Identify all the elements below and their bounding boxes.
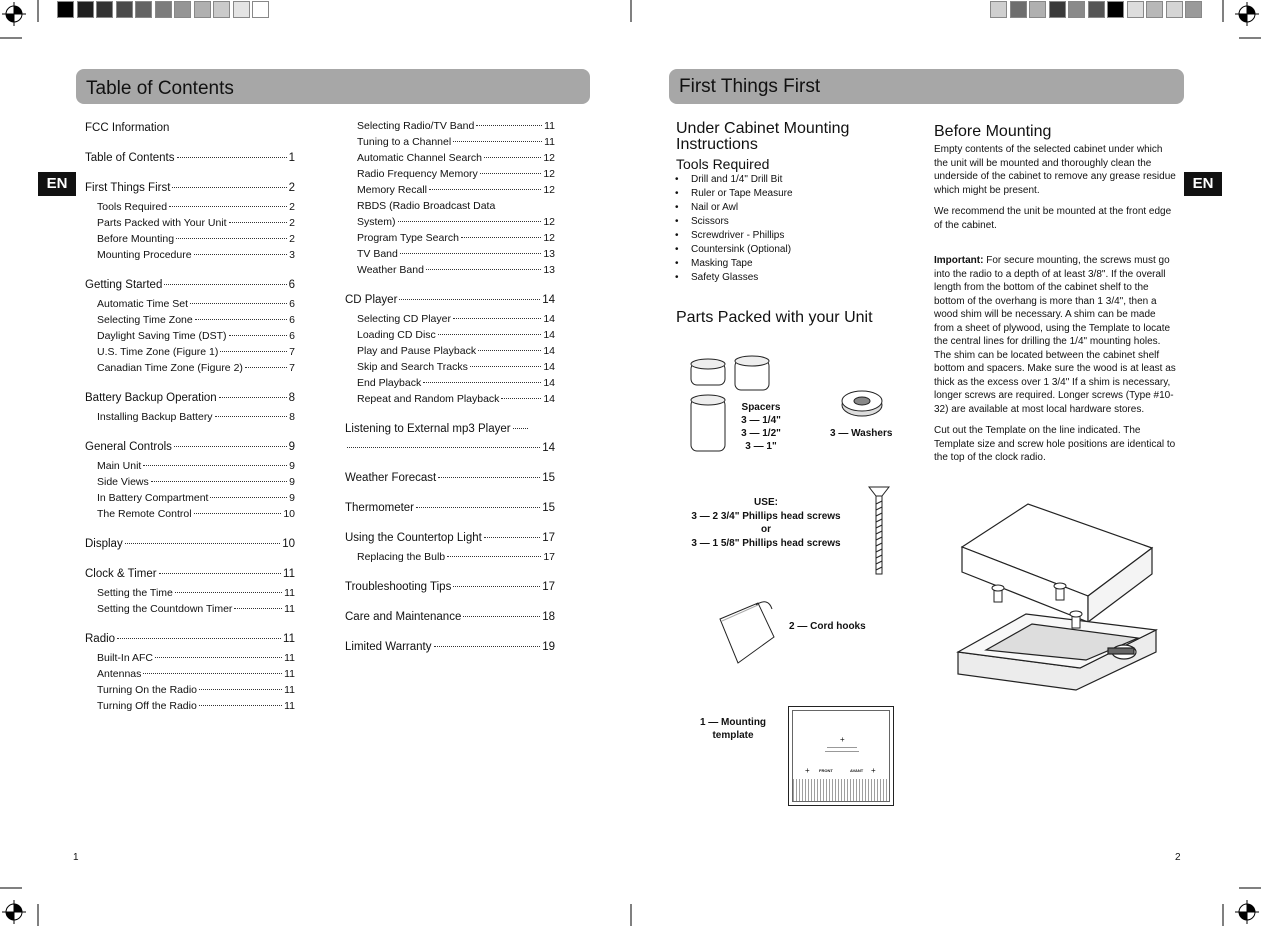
toc-entry[interactable] bbox=[97, 298, 295, 310]
toc-entry-page: 14 bbox=[542, 294, 555, 306]
toc-entry-title: Selecting Time Zone bbox=[97, 314, 193, 326]
tool-item: • Countersink (Optional) bbox=[675, 243, 875, 257]
cut-template-text: Cut out the Template on the line indicated. The Template size and screw hole positions are identical to the top of the clock radio. bbox=[934, 425, 1176, 463]
toc-entry-title: Display bbox=[85, 538, 123, 550]
toc-leader bbox=[429, 189, 541, 190]
toc-leader bbox=[347, 447, 540, 448]
toc-entry-title: Weather Band bbox=[357, 264, 424, 276]
template-label bbox=[693, 716, 773, 742]
toc-entry-title: Parts Packed with Your Unit bbox=[97, 217, 227, 229]
toc-entry-page: 12 bbox=[543, 184, 555, 196]
tool-item: • Safety Glasses bbox=[675, 271, 875, 285]
toc-leader bbox=[117, 638, 281, 639]
toc-entry[interactable] bbox=[357, 329, 555, 341]
toc-entry-title: U.S. Time Zone (Figure 1) bbox=[97, 346, 219, 358]
toc-entry-page: 11 bbox=[284, 587, 295, 599]
toc-entry[interactable] bbox=[85, 182, 295, 194]
toc-leader bbox=[219, 397, 287, 398]
screws-label-short: 3 — 1 5/8" Phillips head screws bbox=[691, 537, 841, 549]
toc-entry[interactable] bbox=[357, 136, 555, 148]
toc-leader bbox=[125, 543, 280, 544]
toc-column-2 bbox=[345, 0, 555, 926]
toc-entry-page: 6 bbox=[289, 314, 295, 326]
important-paragraph bbox=[934, 254, 1176, 416]
toc-leader bbox=[447, 556, 541, 557]
toc-leader bbox=[423, 382, 541, 383]
toc-leader bbox=[190, 303, 287, 304]
toc-leader bbox=[480, 173, 542, 174]
toc-leader bbox=[194, 254, 288, 255]
toc-leader bbox=[484, 157, 541, 158]
toc-entry-page: 12 bbox=[543, 232, 555, 244]
toc-entry-page: 17 bbox=[542, 532, 555, 544]
before-mounting-p1: Empty contents of the selected cabinet under which the unit will be mounted and thoroughly clean the underside of the cabinet to remove any grease residue which might be present. bbox=[934, 144, 1176, 196]
toc-entry-title: Loading CD Disc bbox=[357, 329, 436, 341]
toc-entry[interactable] bbox=[85, 441, 295, 453]
toc-entry[interactable] bbox=[97, 492, 295, 504]
toc-entry-page: 3 bbox=[289, 249, 295, 261]
template-front-text: FRONT bbox=[819, 768, 833, 773]
toc-entry-title: Replacing the Bulb bbox=[357, 551, 446, 563]
toc-entry[interactable] bbox=[85, 568, 295, 580]
toc-entry-page: 12 bbox=[543, 216, 555, 228]
toc-entry-title: Automatic Time Set bbox=[97, 298, 189, 310]
toc-entry-page: 11 bbox=[544, 136, 555, 148]
toc-leader bbox=[438, 477, 540, 478]
toc-entry-title: Tuning to a Channel bbox=[357, 136, 452, 148]
cord-hook-illustration bbox=[716, 597, 778, 669]
toc-leader bbox=[155, 657, 282, 658]
toc-entry-title: Turning On the Radio bbox=[97, 684, 198, 696]
mounting-title-line2: Instructions bbox=[676, 136, 758, 153]
toc-entry[interactable] bbox=[97, 668, 295, 680]
toc-entry-title: Installing Backup Battery bbox=[97, 411, 213, 423]
toc-entry[interactable] bbox=[97, 508, 295, 520]
toc-leader bbox=[220, 351, 287, 352]
toc-entry[interactable] bbox=[357, 377, 555, 389]
toc-leader bbox=[398, 221, 542, 222]
section-header: First Things First bbox=[669, 69, 1184, 104]
toc-entry-title: Selecting Radio/TV Band bbox=[357, 120, 475, 132]
toc-leader bbox=[513, 428, 528, 429]
toc-entry-page: 17 bbox=[542, 581, 555, 593]
tool-item: • Ruler or Tape Measure bbox=[675, 187, 875, 201]
toc-entry-page: 11 bbox=[283, 633, 295, 645]
toc-entry-title: Getting Started bbox=[85, 279, 163, 291]
toc-entry-page: 1 bbox=[288, 152, 295, 164]
toc-entry[interactable] bbox=[85, 152, 295, 164]
toc-entry-title: Listening to External mp3 Player bbox=[345, 423, 511, 435]
toc-entry-page: 9 bbox=[289, 492, 295, 504]
toc-entry-page: 19 bbox=[542, 641, 555, 653]
toc-entry-page: 8 bbox=[288, 392, 295, 404]
toc-leader bbox=[229, 335, 288, 336]
toc-entry-title: TV Band bbox=[357, 248, 398, 260]
toc-leader bbox=[164, 284, 286, 285]
toc-entry[interactable] bbox=[85, 122, 295, 134]
toc-leader bbox=[463, 616, 540, 617]
toc-entry[interactable] bbox=[345, 532, 555, 544]
toc-entry[interactable] bbox=[357, 248, 555, 260]
toc-entry-page: 8 bbox=[289, 411, 295, 423]
toc-entry[interactable] bbox=[97, 460, 295, 472]
toc-leader bbox=[169, 206, 287, 207]
toc-entry[interactable] bbox=[97, 603, 295, 615]
toc-entry-page: 14 bbox=[543, 393, 555, 405]
spacers-label-half: 3 — 1/2" bbox=[741, 428, 781, 439]
toc-leader bbox=[229, 222, 288, 223]
toc-entry[interactable] bbox=[357, 393, 555, 405]
toc-entry-page: 14 bbox=[542, 442, 555, 454]
toc-entry-page: 6 bbox=[288, 279, 295, 291]
before-mounting-p2: We recommend the unit be mounted at the front edge of the cabinet. bbox=[934, 206, 1172, 231]
toc-entry[interactable] bbox=[357, 120, 555, 132]
toc-entry-title: Skip and Search Tracks bbox=[357, 361, 468, 373]
toc-entry[interactable] bbox=[97, 217, 295, 229]
before-mounting-title: Before Mounting bbox=[934, 123, 1052, 140]
toc-entry-title: Daylight Saving Time (DST) bbox=[97, 330, 227, 342]
toc-entry[interactable] bbox=[85, 538, 295, 550]
toc-entry-page: 18 bbox=[542, 611, 555, 623]
toc-entry[interactable] bbox=[97, 314, 295, 326]
toc-entry-page: 15 bbox=[542, 502, 555, 514]
toc-entry-title: Using the Countertop Light bbox=[345, 532, 482, 544]
toc-leader bbox=[174, 446, 287, 447]
toc-entry-title: Setting the Countdown Timer bbox=[97, 603, 233, 615]
toc-entry-page: 14 bbox=[543, 329, 555, 341]
toc-leader bbox=[453, 586, 540, 587]
toc-entry-title: The Remote Control bbox=[97, 508, 192, 520]
screws-label-use: USE: bbox=[754, 497, 778, 508]
toc-entry-page: 12 bbox=[543, 168, 555, 180]
page-number-right: 2 bbox=[1175, 852, 1181, 863]
toc-entry-title: System) bbox=[357, 216, 396, 228]
before-mounting-text bbox=[934, 143, 1176, 473]
toc-leader bbox=[476, 125, 542, 126]
toc-entry-page: 11 bbox=[284, 603, 295, 615]
tools-list bbox=[675, 173, 875, 285]
spacers-label-quarter: 3 — 1/4" bbox=[741, 415, 781, 426]
toc-entry-page: 7 bbox=[289, 362, 295, 374]
important-label: Important: bbox=[934, 255, 984, 266]
toc-entry[interactable] bbox=[97, 700, 295, 712]
toc-entry-page: 11 bbox=[284, 684, 295, 696]
toc-entry-title: Antennas bbox=[97, 668, 142, 680]
toc-entry-title: In Battery Compartment bbox=[97, 492, 209, 504]
toc-leader bbox=[143, 673, 282, 674]
mounting-title bbox=[676, 121, 849, 153]
toc-entry[interactable] bbox=[97, 587, 295, 599]
tools-title: Tools Required bbox=[676, 156, 770, 172]
toc-entry-title: Setting the Time bbox=[97, 587, 173, 599]
template-avant-text: AVANT bbox=[850, 768, 864, 773]
tool-item: • Scissors bbox=[675, 215, 875, 229]
toc-entry[interactable] bbox=[97, 346, 295, 358]
toc-entry-page: 13 bbox=[543, 248, 555, 260]
toc-leader bbox=[453, 318, 541, 319]
toc-leader bbox=[478, 350, 541, 351]
toc-entry-page: 7 bbox=[289, 346, 295, 358]
toc-entry[interactable] bbox=[345, 423, 530, 435]
toc-entry-title: Play and Pause Playback bbox=[357, 345, 477, 357]
toc-entry-page: 2 bbox=[289, 217, 295, 229]
toc-entry[interactable] bbox=[97, 411, 295, 423]
toc-leader bbox=[400, 253, 541, 254]
toc-entry-page: 14 bbox=[543, 361, 555, 373]
toc-leader bbox=[426, 269, 541, 270]
toc-entry[interactable] bbox=[357, 152, 555, 164]
toc-entry[interactable] bbox=[345, 442, 555, 454]
important-text: For secure mounting, the screws must go into the radio to a depth of at least 3/8". If the overall length from the bottom of the cabinet shelf to the bottom of the overhang is more than 1 3/4", then a wood shim will be necessary. A shim can be made from a sheet of plywood, using the Template to locate the central lines for drilling the 1/4" mounting holes. The shim can be located between the cabinet shelf bottom and spacers. Make sure the wood is at least as thick as the excess over 1 3/4" If a shim is necessary, longer screws are required. Longer screws (Type #10-32) are available at most local hardware stores. bbox=[934, 255, 1176, 415]
spacers-label-one: 3 — 1" bbox=[745, 441, 777, 452]
template-label-line2: template bbox=[712, 730, 754, 741]
clock-radio-illustration bbox=[956, 502, 1166, 692]
toc-leader bbox=[434, 646, 541, 647]
lang-tab-right: EN bbox=[1184, 172, 1222, 196]
toc-entry-title: Canadian Time Zone (Figure 2) bbox=[97, 362, 243, 374]
toc-entry-title: Turning Off the Radio bbox=[97, 700, 197, 712]
mounting-template-illustration: FRONT AVANT + + + bbox=[788, 706, 894, 806]
toc-entry[interactable] bbox=[345, 294, 555, 306]
toc-entry-page: 14 bbox=[543, 345, 555, 357]
spacers-label-title: Spacers bbox=[741, 402, 781, 413]
toc-entry-title: Program Type Search bbox=[357, 232, 459, 244]
toc-entry-page: 9 bbox=[288, 441, 295, 453]
toc-leader bbox=[484, 537, 540, 538]
toc-entry-title: Radio bbox=[85, 633, 116, 645]
toc-entry-title: Tools Required bbox=[97, 201, 168, 213]
toc-entry[interactable] bbox=[97, 249, 295, 261]
spacers-label bbox=[731, 401, 791, 453]
toc-entry-page: 11 bbox=[284, 668, 295, 680]
toc-leader bbox=[470, 366, 541, 367]
screws-label-long: 3 — 2 3/4" Phillips head screws bbox=[691, 510, 841, 522]
toc-entry-page: 11 bbox=[283, 568, 295, 580]
toc-entry-page: 9 bbox=[289, 476, 295, 488]
toc-entry-title: General Controls bbox=[85, 441, 172, 453]
toc-leader bbox=[245, 367, 287, 368]
toc-entry-title: Automatic Channel Search bbox=[357, 152, 482, 164]
toc-entry-page: 2 bbox=[288, 182, 295, 194]
toc-entry[interactable] bbox=[357, 168, 555, 180]
toc-entry-title: Care and Maintenance bbox=[345, 611, 462, 623]
toc-entry-page: 12 bbox=[543, 152, 555, 164]
toc-entry[interactable] bbox=[357, 313, 555, 325]
mounting-title-line1: Under Cabinet Mounting bbox=[676, 120, 850, 137]
toc-entry[interactable] bbox=[345, 472, 555, 484]
toc-leader bbox=[501, 398, 541, 399]
toc-entry-title: Memory Recall bbox=[357, 184, 428, 196]
toc-entry-title: FCC Information bbox=[85, 122, 170, 134]
toc-entry-page: 10 bbox=[283, 508, 295, 520]
toc-entry-title: Before Mounting bbox=[97, 233, 175, 245]
toc-entry-title: RBDS (Radio Broadcast Data bbox=[357, 200, 496, 212]
toc-entry[interactable] bbox=[97, 362, 295, 374]
toc-leader bbox=[210, 497, 287, 498]
toc-entry[interactable] bbox=[97, 476, 295, 488]
lang-tab-left: EN bbox=[38, 172, 76, 196]
toc-entry[interactable] bbox=[97, 652, 295, 664]
toc-entry-title: Weather Forecast bbox=[345, 472, 437, 484]
toc-leader bbox=[143, 465, 287, 466]
toc-entry-page: 6 bbox=[289, 330, 295, 342]
toc-entry-title: Limited Warranty bbox=[345, 641, 432, 653]
toc-entry[interactable] bbox=[85, 633, 295, 645]
toc-column-1 bbox=[85, 0, 295, 926]
toc-leader bbox=[159, 573, 281, 574]
toc-entry-title: Thermometer bbox=[345, 502, 415, 514]
toc-entry[interactable] bbox=[97, 201, 295, 213]
toc-header: Table of Contents bbox=[76, 69, 590, 104]
toc-entry-title: Clock & Timer bbox=[85, 568, 157, 580]
toc-entry-page: 2 bbox=[289, 201, 295, 213]
toc-entry-page: 11 bbox=[284, 652, 295, 664]
toc-leader bbox=[399, 299, 540, 300]
toc-entry-title: Side Views bbox=[97, 476, 149, 488]
toc-entry[interactable] bbox=[85, 392, 295, 404]
toc-entry[interactable] bbox=[357, 216, 555, 228]
toc-entry-page: 14 bbox=[543, 377, 555, 389]
toc-entry-title: Selecting CD Player bbox=[357, 313, 451, 325]
toc-entry[interactable] bbox=[357, 200, 555, 212]
toc-leader bbox=[177, 157, 287, 158]
toc-leader bbox=[172, 187, 286, 188]
toc-entry[interactable] bbox=[345, 581, 555, 593]
toc-entry-page: 2 bbox=[289, 233, 295, 245]
toc-entry[interactable] bbox=[97, 233, 295, 245]
toc-entry-page: 9 bbox=[289, 460, 295, 472]
toc-entry[interactable] bbox=[357, 232, 555, 244]
washers-illustration bbox=[840, 389, 884, 419]
screws-label-or: or bbox=[761, 524, 771, 535]
toc-entry-title: Repeat and Random Playback bbox=[357, 393, 500, 405]
toc-entry[interactable] bbox=[97, 330, 295, 342]
toc-entry[interactable] bbox=[97, 684, 295, 696]
toc-entry-title: Troubleshooting Tips bbox=[345, 581, 452, 593]
toc-leader bbox=[234, 608, 282, 609]
toc-leader bbox=[215, 416, 288, 417]
toc-entry-page: 15 bbox=[542, 472, 555, 484]
toc-entry[interactable] bbox=[357, 551, 555, 563]
toc-entry[interactable] bbox=[357, 361, 555, 373]
toc-entry[interactable] bbox=[345, 641, 555, 653]
toc-entry-title: Radio Frequency Memory bbox=[357, 168, 478, 180]
toc-leader bbox=[176, 238, 287, 239]
toc-entry-title: Built-In AFC bbox=[97, 652, 154, 664]
page-number-left: 1 bbox=[73, 852, 79, 863]
toc-entry-page: 14 bbox=[543, 313, 555, 325]
tool-item: • Drill and 1/4" Drill Bit bbox=[675, 173, 875, 187]
toc-leader bbox=[199, 689, 282, 690]
toc-leader bbox=[199, 705, 282, 706]
washers-label: 3 — Washers bbox=[830, 428, 893, 439]
toc-entry[interactable] bbox=[357, 264, 555, 276]
cord-hooks-label: 2 — Cord hooks bbox=[789, 621, 866, 632]
toc-entry-title: First Things First bbox=[85, 182, 171, 194]
toc-entry-page: 10 bbox=[282, 538, 295, 550]
toc-entry-title: Battery Backup Operation bbox=[85, 392, 217, 404]
toc-entry[interactable] bbox=[345, 502, 555, 514]
tool-item: • Nail or Awl bbox=[675, 201, 875, 215]
toc-entry[interactable] bbox=[357, 345, 555, 357]
toc-entry[interactable] bbox=[357, 184, 555, 196]
toc-entry-page: 13 bbox=[543, 264, 555, 276]
parts-title: Parts Packed with your Unit bbox=[676, 309, 873, 326]
toc-entry-title: Main Unit bbox=[97, 460, 142, 472]
toc-leader bbox=[461, 237, 541, 238]
toc-entry-title: End Playback bbox=[357, 377, 422, 389]
screws-label bbox=[688, 496, 844, 550]
toc-entry-title: Mounting Procedure bbox=[97, 249, 192, 261]
toc-entry-page: 11 bbox=[284, 700, 295, 712]
toc-leader bbox=[416, 507, 540, 508]
toc-entry-title: Table of Contents bbox=[85, 152, 175, 164]
toc-leader bbox=[438, 334, 542, 335]
template-label-line1: 1 — Mounting bbox=[699, 717, 767, 728]
toc-entry-page: 6 bbox=[289, 298, 295, 310]
toc-entry-title: CD Player bbox=[345, 294, 398, 306]
tool-item: • Screwdriver - Phillips bbox=[675, 229, 875, 243]
toc-leader bbox=[453, 141, 542, 142]
toc-leader bbox=[151, 481, 287, 482]
toc-leader bbox=[175, 592, 282, 593]
toc-entry[interactable] bbox=[345, 611, 555, 623]
screw-illustration bbox=[868, 484, 890, 578]
toc-entry-page: 11 bbox=[544, 120, 555, 132]
toc-entry[interactable] bbox=[85, 279, 295, 291]
toc-leader bbox=[195, 319, 287, 320]
toc-entry-page: 17 bbox=[543, 551, 555, 563]
tool-item: • Masking Tape bbox=[675, 257, 875, 271]
toc-leader bbox=[194, 513, 282, 514]
